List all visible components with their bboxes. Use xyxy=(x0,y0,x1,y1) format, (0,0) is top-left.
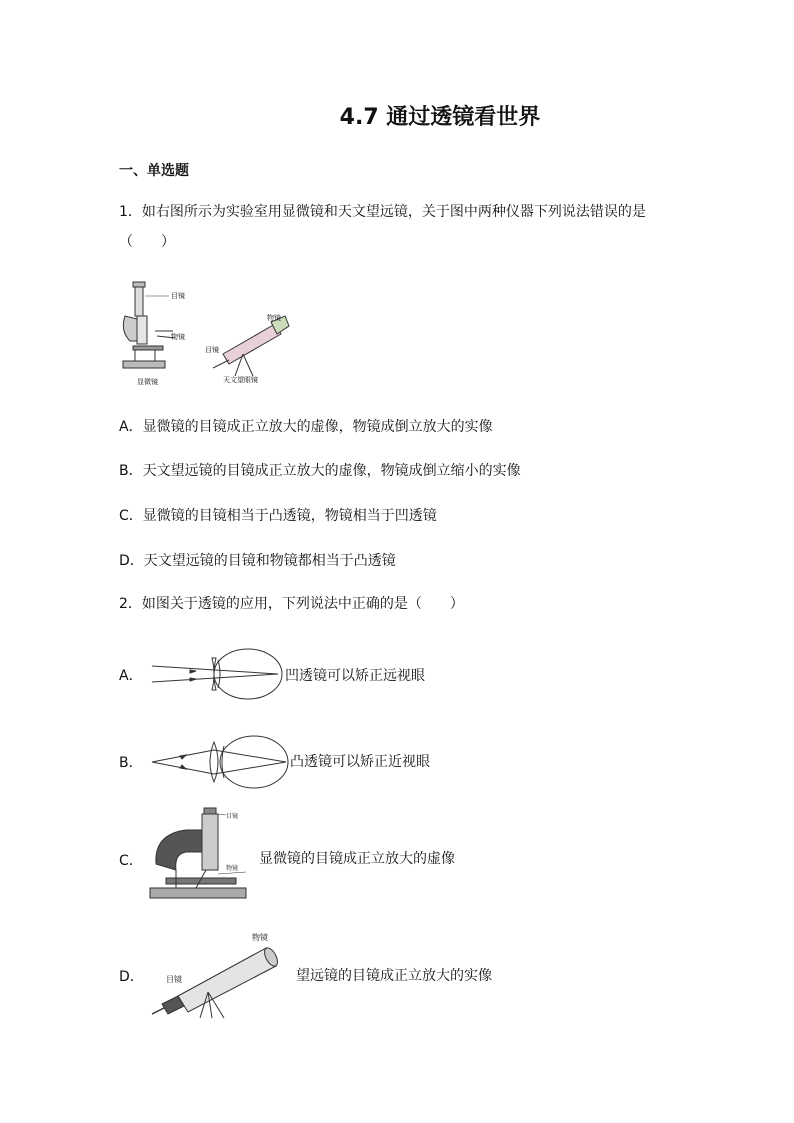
option-text: 天文望远镜的目镜成正立放大的虚像，物镜成倒立缩小的实像 xyxy=(142,463,521,479)
option-letter: D． xyxy=(119,553,144,569)
microscope-figure-c xyxy=(146,804,258,904)
question-2-stem: 2．如图关于透镜的应用，下列说法中正确的是（ ） xyxy=(119,596,464,612)
objective-label-1: 物镜 xyxy=(171,333,185,341)
concave-lens-eye-figure xyxy=(150,646,286,702)
question-1-stem: 1．如右图所示为实验室用显微镜和天文望远镜，关于图中两种仪器下列说法错误的是 xyxy=(119,204,646,220)
objective-label-2: 物镜 xyxy=(267,314,281,322)
option-letter: B． xyxy=(119,463,143,479)
telescope-label: 天文望眼镜 xyxy=(223,376,258,384)
microscope-label: 显微镜 xyxy=(137,378,158,386)
q1-option-c xyxy=(119,505,437,525)
q1-option-b xyxy=(119,460,521,480)
c-objective-label: 物镜 xyxy=(226,865,239,872)
eyepiece-label-2: 目镜 xyxy=(205,346,219,354)
q1-option-d xyxy=(119,550,396,570)
eyepiece-label-1: 目镜 xyxy=(171,292,185,300)
telescope-figure-d xyxy=(148,926,294,1022)
q2-option-c-text: 显微镜的目镜成正立放大的虚像 xyxy=(259,851,455,867)
q2-option-a-text: 凹透镜可以矫正远视眼 xyxy=(285,668,425,684)
q2-option-d-text: 望远镜的目镜成正立放大的实像 xyxy=(296,968,492,984)
q1-option-a xyxy=(119,416,493,436)
option-text: 天文望远镜的目镜和物镜都相当于凸透镜 xyxy=(143,553,396,569)
option-text: 显微镜的目镜相当于凸透镜，物镜相当于凹透镜 xyxy=(142,508,437,524)
option-letter: A． xyxy=(119,419,143,435)
option-letter: C． xyxy=(119,508,143,524)
page-title: 4.7 通过透镜看世界 xyxy=(339,105,541,130)
q2-option-b-text: 凸透镜可以矫正近视眼 xyxy=(290,754,430,770)
convex-lens-eye-figure xyxy=(150,732,290,792)
q2-option-b-letter: B． xyxy=(119,755,143,771)
microscope-drawing xyxy=(123,282,175,368)
q2-option-a-letter: A． xyxy=(119,668,143,684)
c-eyepiece-label: 目镜 xyxy=(226,813,239,820)
option-text: 显微镜的目镜成正立放大的虚像，物镜成倒立放大的实像 xyxy=(142,419,493,435)
question-1-paren: （ ） xyxy=(119,234,175,250)
microscope-telescope-figure xyxy=(115,276,295,392)
d-eyepiece-label: 目镜 xyxy=(166,975,182,984)
section-heading: 一、单选题 xyxy=(119,163,189,179)
d-objective-label: 物镜 xyxy=(252,933,268,942)
q2-option-c-letter: C． xyxy=(119,853,143,869)
telescope-drawing xyxy=(213,316,289,376)
q2-option-d-letter: D． xyxy=(119,969,144,985)
